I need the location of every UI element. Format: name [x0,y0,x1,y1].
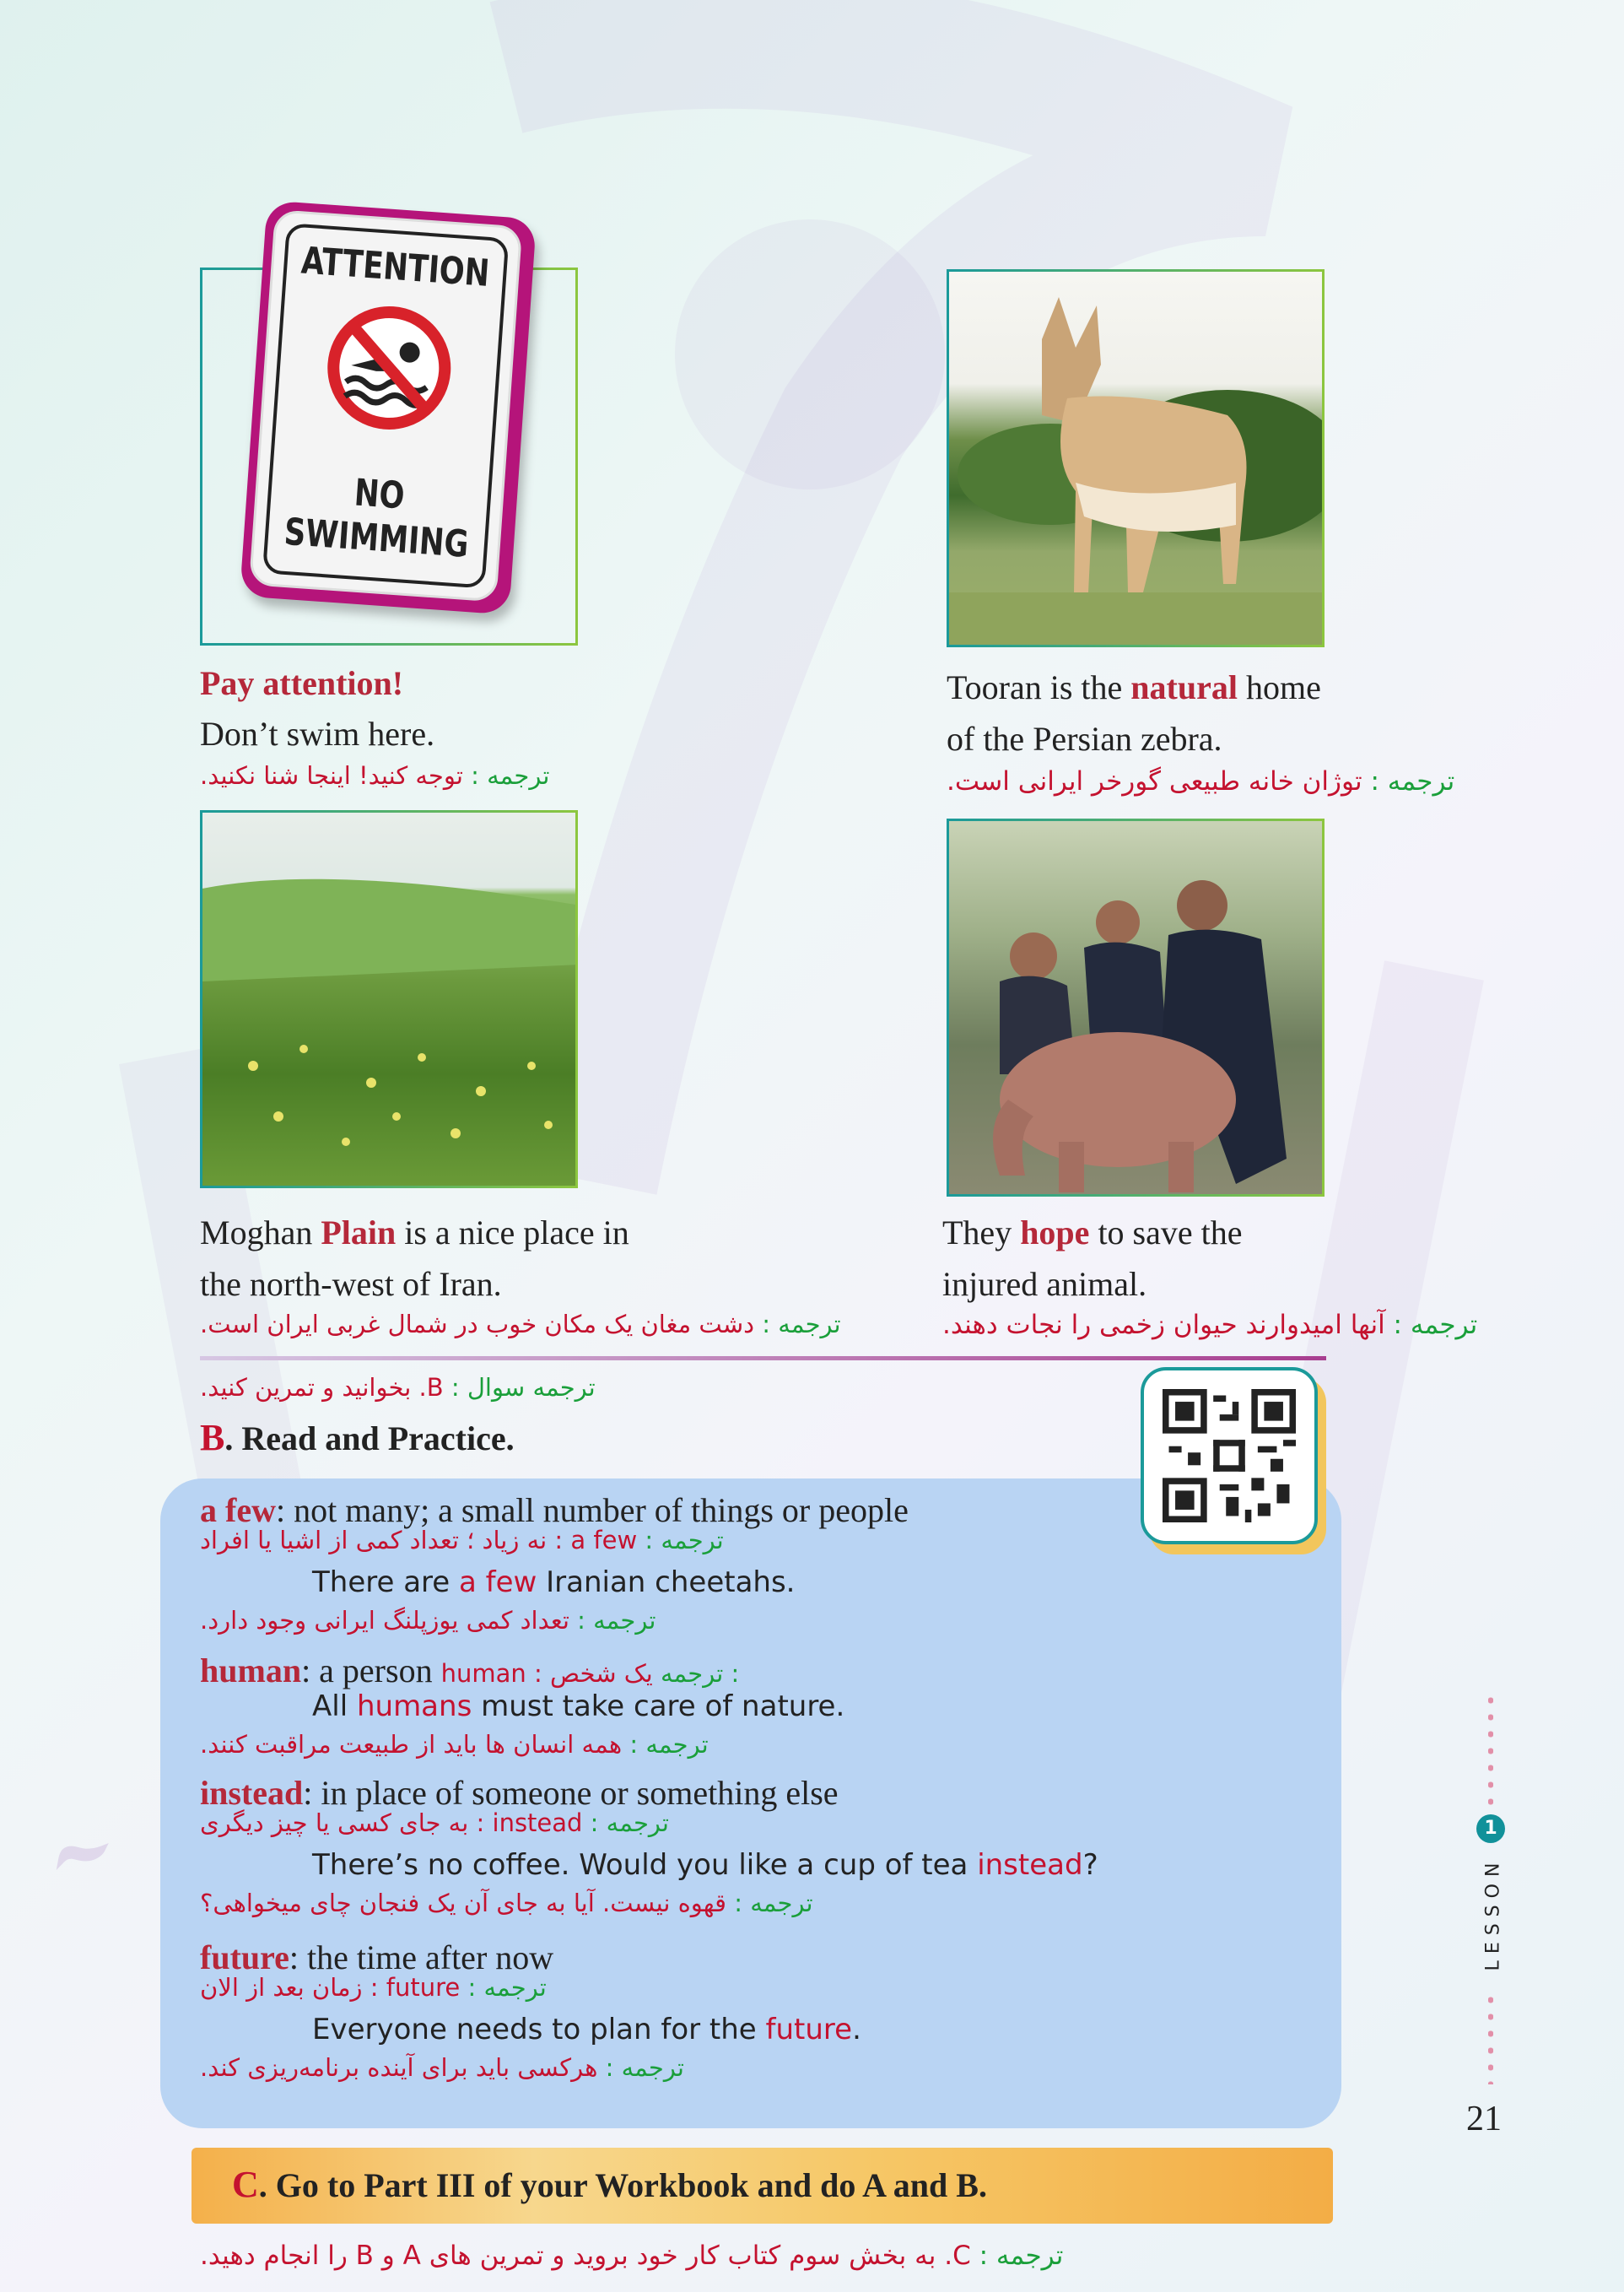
card3-translation: ترجمه : دشت مغان یک مکان خوب در شمال غربی ایران است. [200,1310,841,1338]
card4-line1: They hope to save the [942,1214,1243,1251]
vocab-example: All humans must take care of nature. [312,1689,845,1723]
page-number: 21 [1466,2100,1502,2138]
vocab-definition: instead: in place of someone or something else [200,1774,839,1812]
lesson-dots-top [1488,1692,1493,1810]
card4-translation: ترجمه : آنها امیدوارند حیوان زخمی را نجات دهند. [942,1310,1478,1340]
watermark-text: ۤ ۤ [51,1840,105,2095]
section-c-heading: C. Go to Part III of your Workbook and do A and B. [232,2164,987,2205]
section-b-heading: B. Read and Practice. [200,1417,515,1458]
sign-bottom-text-2: SWIMMING [283,510,471,566]
card1-translation: ترجمه : توجه کنید! اینجا شنا نکنید. [200,761,550,790]
card4-line2: injured animal. [942,1265,1147,1303]
vocab-example-translation: ترجمه : قهوه نیست. آیا به جای آن یک فنجان چای میخواهی؟ [200,1889,813,1917]
vocab-definition-translation: ترجمه : a few : نه زیاد ؛ تعداد کمی از اشیا یا افراد [200,1526,724,1554]
card2-line2: of the Persian zebra. [947,720,1222,758]
vocab-definition: human: a person یک شخص : human ترجمه : [200,1651,740,1689]
vocab-definition: future: the time after now [200,1938,554,1976]
image-frame-plain [200,810,578,1188]
lesson-label: LESSON [1482,1856,1504,1971]
section-b-translation: ترجمه سوال : B. بخوانید و تمرین کنید. [200,1373,596,1402]
vocab-example: There are a few Iranian cheetahs. [312,1565,796,1599]
card1-sentence: Don’t swim here. [200,715,435,753]
vocab-example: Everyone needs to plan for the future. [312,2013,861,2046]
card3-line1: Moghan Plain is a nice place in [200,1214,629,1251]
image-frame-zebra [947,269,1325,647]
vocab-definition-translation: ترجمه : instead : به جای کسی یا چیز دیگری [200,1808,669,1837]
vocab-example-translation: ترجمه : هرکسی باید برای آینده برنامه‌ریزی کند. [200,2053,684,2082]
sign-top-text: ATTENTION [299,239,491,295]
zebra-photo [949,272,1322,645]
vocab-example-translation: ترجمه : همه انسان ها باید از طبیعت مراقبت کنند. [200,1730,709,1759]
image-frame-rescue [947,819,1325,1197]
card2-translation: ترجمه : توژان خانه طبیعی گورخر ایرانی است. [947,766,1455,797]
section-divider [200,1356,1326,1360]
rescue-photo [949,821,1322,1194]
sign-attention-no-swimming [240,200,537,614]
card2-line1: Tooran is the natural home [947,668,1321,706]
no-swimming-icon [321,300,456,435]
lesson-dots-bottom [1488,1992,1493,2084]
vocab-definition-translation: ترجمه : future : زمان بعد از الان [200,1973,547,2002]
card1-title: Pay attention! [200,664,404,702]
section-c-translation: ترجمه : C. به بخش سوم کتاب کار خود بروید و تمرین های A و B را انجام دهید. [200,2241,1064,2271]
plain-photo [202,813,575,1186]
qr-code-card[interactable] [1141,1367,1318,1544]
qr-code-icon [1163,1389,1296,1522]
vocab-example-translation: ترجمه : تعداد کمی یوزپلنگ ایرانی وجود دارد. [200,1606,656,1635]
lesson-number-badge: 1 [1476,1814,1505,1843]
vocab-definition: a few: not many; a small number of things or people [200,1491,909,1529]
card3-line2: the north-west of Iran. [200,1265,502,1303]
sign-bottom-text-1: NO [353,471,407,518]
section-c-banner [192,2148,1333,2224]
vocab-example: There’s no coffee. Would you like a cup of tea instead? [312,1848,1098,1882]
